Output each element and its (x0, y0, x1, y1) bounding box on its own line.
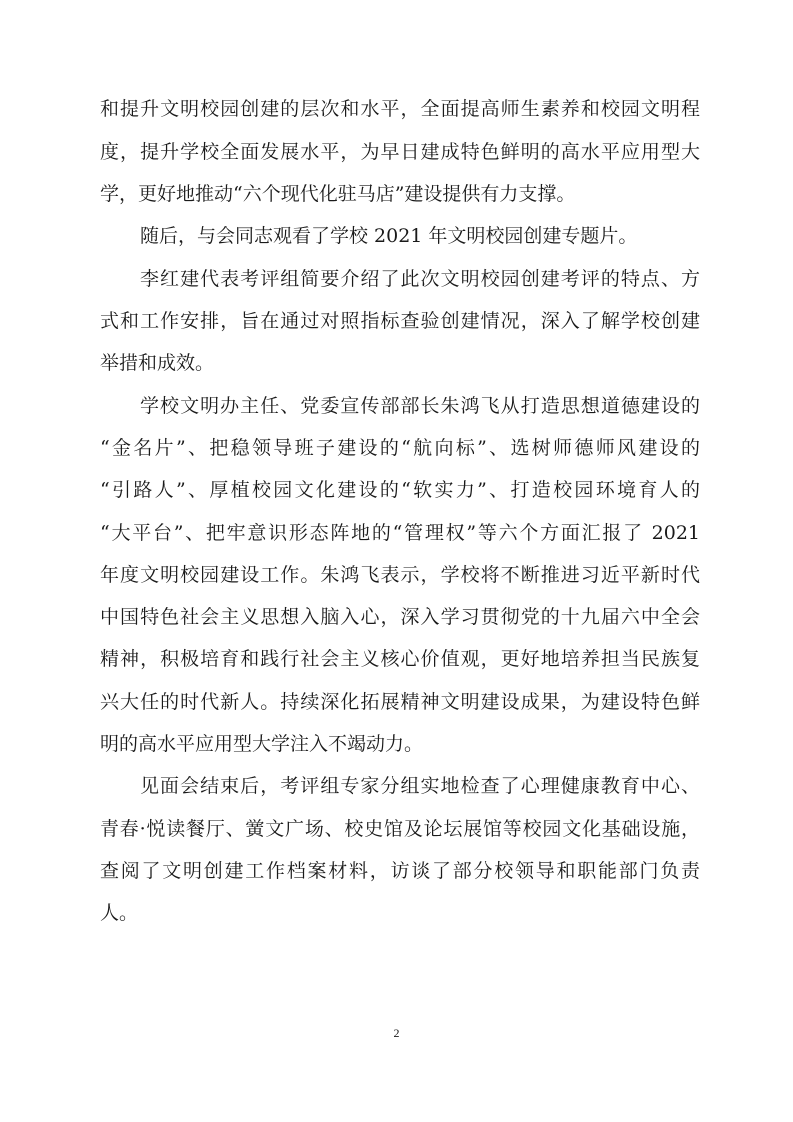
paragraph-3-line-2: 式和工作安排，旨在通过对照指标查验创建情况，深入了解学校创建 (100, 310, 700, 332)
paragraph-1-line-3: 学，更好地推动“六个现代化驻马店”建设提供有力支撑。 (100, 183, 576, 205)
paragraph-1-line-1: 和提升文明校园创建的层次和水平，全面提高师生素养和校园文明程 (100, 98, 700, 120)
paragraph-4-line-6: 中国特色社会主义思想入脑入心，深入学习贯彻党的十九届六中全会 (100, 606, 700, 628)
paragraph-1-line-2: 度，提升学校全面发展水平，为早日建成特色鲜明的高水平应用型大 (100, 141, 700, 163)
paragraph-2-line-1: 随后，与会同志观看了学校 2021 年文明校园创建专题片。 (140, 225, 638, 247)
paragraph-4-line-9: 明的高水平应用型大学注入不竭动力。 (100, 733, 424, 755)
paragraph-5-line-2: 青春·悦读餐厅、黉文广场、校史馆及论坛展馆等校园文化基础设施， (100, 818, 700, 840)
paragraph-5-line-3: 查阅了文明创建工作档案材料，访谈了部分校领导和职能部门负责 (100, 860, 700, 882)
paragraph-4-line-2: “金名片”、把稳领导班子建设的“航向标”、选树师德师风建设的 (100, 437, 700, 459)
paragraph-4-line-8: 兴大任的时代新人。持续深化拓展精神文明建设成果，为建设特色鲜 (100, 691, 700, 713)
paragraph-3-line-3: 举措和成效。 (100, 352, 215, 374)
paragraph-5-line-4: 人。 (100, 902, 139, 924)
paragraph-5-line-1: 见面会结束后，考评组专家分组实地检查了心理健康教育中心、 (140, 775, 700, 797)
paragraph-4-line-3: “引路人”、厚植校园文化建设的“软实力”、打造校园环境育人的 (100, 479, 700, 501)
paragraph-4-line-1: 学校文明办主任、党委宣传部部长朱鸿飞从打造思想道德建设的 (140, 395, 700, 417)
paragraph-4-line-5: 年度文明校园建设工作。朱鸿飞表示，学校将不断推进习近平新时代 (100, 564, 700, 586)
paragraph-4-line-4: “大平台”、把牢意识形态阵地的“管理权”等六个方面汇报了 2021 (100, 522, 700, 544)
paragraph-3-line-1: 李红建代表考评组简要介绍了此次文明校园创建考评的特点、方 (140, 268, 700, 290)
paragraph-4-line-7: 精神，积极培育和践行社会主义核心价值观，更好地培养担当民族复 (100, 648, 700, 670)
page-number: 2 (393, 1026, 400, 1040)
